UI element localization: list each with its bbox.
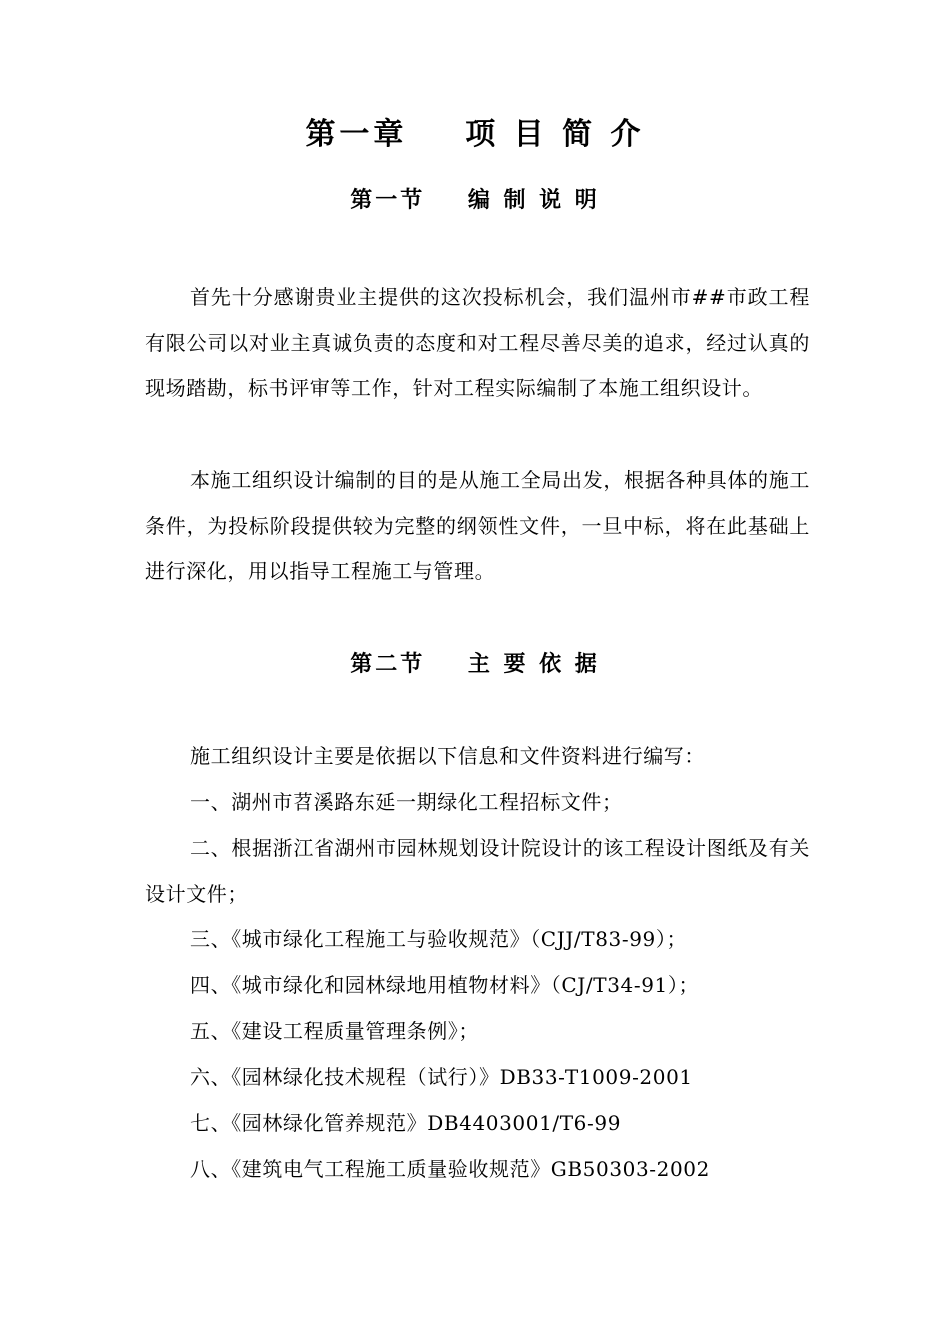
- chapter-title: 第一章 项 目 简 介: [305, 117, 645, 152]
- basis-list-item: 一、湖州市苕溪路东延一期绿化工程招标文件；: [190, 790, 623, 814]
- basis-list-item: 四、《城市绿化和园林绿地用植物材料》（CJ/T34-91）；: [190, 973, 700, 997]
- basis-list-item: 六、《园林绿化技术规程（试行）》DB33-T1009-2001: [190, 1065, 693, 1089]
- section-title-compilation-notes: 第一节 编 制 说 明: [350, 188, 600, 213]
- basis-list-item: 八、《建筑电气工程施工质量验收规范》GB50303-2002: [190, 1157, 710, 1181]
- section-title-main-basis: 第二节 主 要 依 据: [350, 652, 600, 677]
- paragraph: 本施工组织设计编制的目的是从施工全局出发，根据各种具体的施工条件，为投标阶段提供较为完整的纲领性文件，一旦中标，将在此基础上进行深化，用以指导工程施工与管理。: [145, 468, 810, 583]
- basis-list-item: 二、根据浙江省湖州市园林规划设计院设计的该工程设计图纸及有关设计文件；: [145, 836, 810, 906]
- paragraph: 首先十分感谢贵业主提供的这次投标机会，我们温州市##市政工程有限公司以对业主真诚负责的态度和对工程尽善尽美的追求，经过认真的现场踏勘，标书评审等工作，针对工程实际编制了本施工组织设计。: [145, 285, 810, 400]
- basis-intro: 施工组织设计主要是依据以下信息和文件资料进行编写：: [190, 744, 705, 768]
- basis-list-item: 五、《建设工程质量管理条例》；: [190, 1019, 479, 1043]
- basis-list-item: 七、《园林绿化管养规范》DB4403001/T6-99: [190, 1111, 622, 1135]
- basis-list-item: 三、《城市绿化工程施工与验收规范》（CJJ/T83-99）；: [190, 927, 688, 951]
